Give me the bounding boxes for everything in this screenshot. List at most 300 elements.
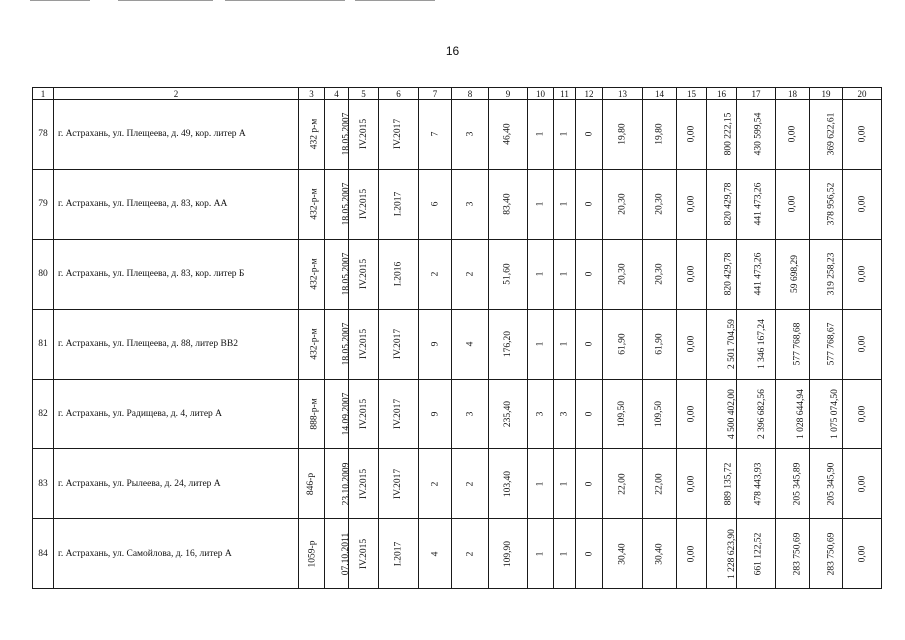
cell-col-19 [810, 239, 843, 309]
cell-text: 0,00 [686, 335, 697, 353]
cell-text: 1 228 623,90 [726, 528, 737, 579]
cell-col-4 [325, 309, 352, 379]
cell-col-14 [643, 100, 677, 170]
cell-col-20 [843, 309, 882, 379]
cell-col-18 [776, 379, 810, 449]
cell-col-2: г. Астрахань, ул. Радищева, д. 4, литер А [54, 379, 299, 449]
cell-text: 9 [430, 341, 440, 347]
cell-text: 0 [584, 341, 594, 347]
cell-col-7 [419, 100, 452, 170]
cell-col-5 [349, 100, 379, 170]
cell-col-16 [707, 449, 737, 519]
column-header-10: 10 [528, 88, 554, 100]
cell-text: 0,00 [857, 126, 867, 143]
cell-text: 6 [430, 201, 440, 207]
cell-text: IV.2015 [359, 468, 370, 499]
cell-text: 1 [559, 132, 570, 137]
cell-col-6 [379, 239, 419, 309]
cell-col-3 [299, 100, 325, 170]
cell-text: 1 075 074,50 [829, 389, 840, 439]
cell-text: IV.2017 [393, 468, 404, 499]
cell-col-3 [299, 519, 325, 589]
cell-col-16 [707, 379, 737, 449]
cell-text: 1 [559, 341, 570, 347]
cell-col-18 [776, 100, 810, 170]
cell-text: 430 599,54 [753, 113, 764, 156]
cell-text: 0,00 [686, 196, 697, 213]
column-header-8: 8 [452, 88, 489, 100]
cell-col-16 [707, 169, 737, 239]
cell-col-10 [528, 379, 554, 449]
cell-col-14 [643, 519, 677, 589]
cell-col-17 [737, 100, 776, 170]
cell-col-10 [528, 519, 554, 589]
cell-text: 1059-р [307, 540, 318, 568]
cell-col-19 [810, 100, 843, 170]
cell-text: 1 [559, 201, 570, 207]
cell-col-17 [737, 449, 776, 519]
cell-col-5 [349, 449, 379, 519]
column-header-14: 14 [643, 88, 677, 100]
cell-col-10 [528, 239, 554, 309]
cell-col-19 [810, 379, 843, 449]
cell-text: 20,30 [654, 193, 665, 216]
cell-col-19 [810, 309, 843, 379]
cell-text: 14.09.2007 [341, 392, 352, 436]
cell-col-14 [643, 449, 677, 519]
cell-text: 432 р-м [309, 119, 320, 150]
cell-col-5 [349, 169, 379, 239]
column-header-2: 2 [54, 88, 299, 100]
cell-text: 59 698,29 [790, 255, 800, 294]
register-table [32, 87, 882, 589]
cell-col-7 [419, 309, 452, 379]
cell-text: 4 [465, 341, 475, 347]
cell-col-1: 81 [33, 309, 54, 379]
cell-text: 478 443,93 [753, 462, 764, 506]
cell-text: 30,40 [617, 543, 628, 565]
cell-text: 46,40 [503, 123, 513, 146]
cell-col-20 [843, 519, 882, 589]
cell-text: 2 396 682,56 [756, 389, 767, 439]
cell-text: IV.2015 [359, 189, 370, 220]
cell-col-5 [349, 239, 379, 309]
cell-col-17 [737, 309, 776, 379]
cell-text: I.2017 [393, 192, 404, 217]
cell-col-1: 83 [33, 449, 54, 519]
cell-text: I.2017 [393, 541, 404, 567]
cell-text: 0,00 [686, 265, 697, 283]
scan-artifact-line [355, 0, 435, 1]
cell-text: 22,00 [617, 473, 628, 495]
cell-col-6 [379, 169, 419, 239]
cell-col-3 [299, 379, 325, 449]
cell-text: 2 501 704,59 [726, 319, 737, 370]
cell-col-6 [379, 379, 419, 449]
cell-text: 0,00 [857, 475, 867, 493]
cell-col-3 [299, 309, 325, 379]
cell-col-15 [677, 239, 707, 309]
cell-text: 2 [430, 481, 440, 487]
cell-col-11 [554, 100, 576, 170]
cell-col-15 [677, 100, 707, 170]
cell-text: 19,80 [654, 123, 665, 146]
cell-text: 109,50 [617, 400, 628, 428]
cell-col-1: 78 [33, 100, 54, 170]
cell-text: 3 [465, 201, 475, 207]
cell-col-17 [737, 169, 776, 239]
cell-col-19 [810, 449, 843, 519]
cell-col-5 [349, 519, 379, 589]
cell-col-7 [419, 169, 452, 239]
cell-text: 1 [535, 551, 546, 557]
cell-col-14 [643, 309, 677, 379]
column-header-3: 3 [299, 88, 325, 100]
cell-text: 0 [584, 551, 594, 557]
cell-text: IV.2017 [393, 329, 404, 360]
cell-text: 661 122,52 [753, 532, 764, 576]
cell-col-10 [528, 309, 554, 379]
cell-text: 1 [559, 271, 570, 277]
cell-text: 432-р-м [309, 188, 320, 220]
cell-text: 378 956,52 [826, 182, 837, 226]
cell-text: 432-р-м [309, 328, 320, 360]
cell-col-13 [603, 519, 643, 589]
cell-col-8 [452, 100, 489, 170]
cell-text: 1 [559, 551, 570, 557]
cell-text: 441 473,26 [753, 252, 764, 296]
cell-text: 2 [430, 271, 440, 277]
column-number-row [33, 88, 882, 100]
cell-text: 0,00 [857, 265, 867, 283]
column-header-6: 6 [379, 88, 419, 100]
cell-text: 0,00 [686, 405, 697, 423]
cell-col-5 [349, 379, 379, 449]
cell-text: 22,00 [654, 473, 665, 495]
cell-text: 820 429,78 [723, 252, 734, 296]
cell-text: IV.2017 [393, 398, 404, 430]
cell-text: 1 346 167,24 [756, 319, 767, 370]
cell-text: 20,30 [617, 193, 628, 216]
cell-col-16 [707, 309, 737, 379]
cell-col-4 [325, 519, 352, 589]
cell-text: 1 [535, 201, 546, 207]
column-header-4: 4 [325, 88, 349, 100]
cell-col-12 [576, 519, 603, 589]
cell-text: 1 [535, 341, 546, 347]
cell-col-7 [419, 379, 452, 449]
cell-col-8 [452, 309, 489, 379]
cell-text: 83,40 [503, 193, 513, 216]
cell-text: 0,00 [787, 196, 798, 213]
cell-col-3 [299, 449, 325, 519]
cell-col-12 [576, 169, 603, 239]
cell-col-8 [452, 519, 489, 589]
cell-text: 4 [430, 551, 440, 557]
cell-col-8 [452, 379, 489, 449]
cell-text: 2 [465, 551, 475, 557]
cell-text: 3 [559, 411, 570, 417]
cell-col-19 [810, 169, 843, 239]
cell-col-9 [489, 169, 528, 239]
cell-text: I.2016 [393, 261, 404, 287]
cell-col-20 [843, 239, 882, 309]
cell-col-14 [643, 169, 677, 239]
cell-col-13 [603, 309, 643, 379]
cell-text: 61,90 [654, 333, 665, 355]
cell-text: IV.2015 [359, 538, 370, 569]
cell-col-9 [489, 519, 528, 589]
cell-col-5 [349, 309, 379, 379]
cell-col-7 [419, 239, 452, 309]
cell-text: 0 [584, 481, 594, 487]
cell-col-10 [528, 100, 554, 170]
cell-col-7 [419, 519, 452, 589]
cell-text: 1 [535, 132, 546, 137]
cell-text: IV.2015 [359, 259, 370, 290]
cell-col-10 [528, 169, 554, 239]
cell-col-13 [603, 100, 643, 170]
cell-text: 18.05.2007 [341, 252, 352, 296]
cell-col-6 [379, 100, 419, 170]
cell-text: 319 258,23 [826, 252, 837, 296]
column-header-19: 19 [810, 88, 843, 100]
cell-col-17 [737, 519, 776, 589]
cell-text: 18.05.2007 [341, 322, 352, 366]
cell-col-12 [576, 100, 603, 170]
cell-col-9 [489, 449, 528, 519]
cell-text: IV.2017 [393, 119, 404, 150]
column-header-16: 16 [707, 88, 737, 100]
cell-col-2: г. Астрахань, ул. Плещеева, д. 49, кор. литер А [54, 100, 299, 170]
cell-text: 0,00 [686, 126, 697, 143]
cell-col-1: 84 [33, 519, 54, 589]
cell-text: 61,90 [617, 333, 628, 355]
cell-text: 20,30 [654, 263, 665, 285]
cell-col-10 [528, 449, 554, 519]
cell-col-4 [325, 239, 352, 309]
cell-col-15 [677, 379, 707, 449]
cell-text: 20,30 [617, 263, 628, 285]
cell-col-4 [325, 449, 352, 519]
cell-text: 0,00 [857, 196, 867, 213]
cell-col-16 [707, 519, 737, 589]
table-row [33, 379, 882, 449]
cell-col-18 [776, 309, 810, 379]
cell-col-4 [325, 169, 352, 239]
cell-text: 51,60 [503, 263, 513, 285]
cell-col-11 [554, 519, 576, 589]
cell-col-20 [843, 379, 882, 449]
cell-text: 1 [535, 481, 546, 487]
column-header-9: 9 [489, 88, 528, 100]
cell-text: 846-р [306, 472, 317, 495]
column-header-1: 1 [33, 88, 54, 100]
cell-col-2: г. Астрахань, ул. Рылеева, д. 24, литер А [54, 449, 299, 519]
cell-col-15 [677, 519, 707, 589]
cell-col-8 [452, 449, 489, 519]
cell-col-7 [419, 449, 452, 519]
scan-artifact-line [118, 0, 213, 1]
cell-text: 369 622,61 [826, 113, 837, 156]
cell-col-3 [299, 239, 325, 309]
cell-text: IV.2015 [359, 329, 370, 360]
cell-text: 9 [430, 411, 440, 417]
cell-col-8 [452, 169, 489, 239]
cell-text: IV.2015 [359, 119, 370, 150]
cell-col-18 [776, 519, 810, 589]
cell-col-6 [379, 309, 419, 379]
cell-col-18 [776, 449, 810, 519]
cell-col-2: г. Астрахань, ул. Плещеева, д. 83, кор. АА [54, 169, 299, 239]
cell-col-12 [576, 379, 603, 449]
cell-col-17 [737, 239, 776, 309]
cell-text: 205 345,90 [826, 462, 837, 506]
cell-text: 0 [584, 201, 594, 207]
cell-col-8 [452, 239, 489, 309]
cell-text: 889 135,72 [723, 462, 734, 506]
column-header-20: 20 [843, 88, 882, 100]
cell-text: 1 028 644,94 [795, 389, 806, 439]
cell-text: 3 [465, 132, 475, 137]
cell-col-6 [379, 449, 419, 519]
cell-col-2: г. Астрахань, ул. Самойлова, д. 16, литер А [54, 519, 299, 589]
cell-col-15 [677, 449, 707, 519]
cell-text: 888-р-м [309, 398, 320, 430]
cell-col-13 [603, 169, 643, 239]
cell-col-15 [677, 169, 707, 239]
cell-col-4 [325, 379, 352, 449]
cell-text: 820 429,78 [723, 182, 734, 226]
cell-col-16 [707, 239, 737, 309]
cell-col-13 [603, 449, 643, 519]
cell-col-2: г. Астрахань, ул. Плещеева, д. 88, литер ВВ2 [54, 309, 299, 379]
cell-text: IV.2015 [359, 398, 370, 430]
cell-col-6 [379, 519, 419, 589]
cell-col-20 [843, 100, 882, 170]
cell-text: 0 [584, 132, 594, 137]
column-header-11: 11 [554, 88, 576, 100]
cell-text: 1 [535, 271, 546, 277]
page-number: 16 [445, 44, 460, 58]
cell-text: 0,00 [686, 545, 697, 563]
cell-col-3 [299, 169, 325, 239]
cell-col-11 [554, 379, 576, 449]
cell-col-14 [643, 379, 677, 449]
cell-col-20 [843, 169, 882, 239]
cell-text: 07.10.2011 [341, 532, 352, 575]
cell-text: 800 222,15 [723, 113, 734, 156]
cell-col-1: 79 [33, 169, 54, 239]
cell-text: 0,00 [857, 545, 867, 563]
cell-text: 19,80 [617, 123, 628, 146]
cell-text: 18.05.2007 [341, 182, 352, 226]
table-row [33, 239, 882, 309]
cell-text: 577 768,67 [826, 322, 837, 366]
cell-text: 577 768,68 [792, 322, 803, 366]
cell-col-2: г. Астрахань, ул. Плещеева, д. 83, кор. литер Б [54, 239, 299, 309]
cell-col-14 [643, 239, 677, 309]
cell-col-12 [576, 309, 603, 379]
column-header-18: 18 [776, 88, 810, 100]
cell-col-17 [737, 379, 776, 449]
cell-col-18 [776, 169, 810, 239]
cell-col-16 [707, 100, 737, 170]
cell-col-11 [554, 239, 576, 309]
cell-text: 235,40 [503, 400, 513, 428]
column-header-13: 13 [603, 88, 643, 100]
table-row [33, 169, 882, 239]
cell-text: 0,00 [857, 335, 867, 353]
column-header-17: 17 [737, 88, 776, 100]
cell-col-12 [576, 239, 603, 309]
cell-text: 1 [559, 481, 570, 487]
column-header-7: 7 [419, 88, 452, 100]
cell-text: 7 [430, 132, 440, 137]
cell-col-11 [554, 449, 576, 519]
table-row [33, 100, 882, 170]
cell-col-11 [554, 309, 576, 379]
column-header-15: 15 [677, 88, 707, 100]
cell-col-15 [677, 309, 707, 379]
cell-col-11 [554, 169, 576, 239]
table-row [33, 449, 882, 519]
table-row [33, 519, 882, 589]
column-header-12: 12 [576, 88, 603, 100]
cell-col-9 [489, 100, 528, 170]
cell-text: 4 500 402,00 [726, 389, 737, 439]
cell-text: 30,40 [654, 543, 665, 565]
cell-col-4 [325, 100, 352, 170]
table-row [33, 309, 882, 379]
cell-text: 0 [584, 271, 594, 277]
cell-text: 0,00 [686, 475, 697, 493]
cell-text: 3 [535, 411, 546, 417]
cell-text: 2 [465, 271, 475, 277]
cell-col-18 [776, 239, 810, 309]
cell-col-13 [603, 379, 643, 449]
scan-artifact-line [30, 0, 90, 1]
cell-text: 205 345,89 [792, 462, 803, 506]
cell-text: 176,20 [503, 331, 513, 358]
cell-text: 103,40 [503, 470, 513, 497]
cell-col-19 [810, 519, 843, 589]
cell-text: 0,00 [857, 405, 867, 423]
scan-artifact-line [225, 0, 345, 1]
cell-text: 432-р-м [309, 258, 320, 290]
cell-col-9 [489, 309, 528, 379]
cell-col-12 [576, 449, 603, 519]
cell-col-13 [603, 239, 643, 309]
cell-text: 109,90 [503, 540, 513, 567]
cell-col-9 [489, 239, 528, 309]
cell-text: 109,50 [654, 400, 665, 428]
cell-text: 18.05.2007 [341, 113, 352, 156]
cell-text: 2 [465, 481, 475, 487]
cell-col-1: 82 [33, 379, 54, 449]
cell-text: 3 [465, 411, 475, 417]
cell-text: 0,00 [787, 126, 798, 143]
cell-col-1: 80 [33, 239, 54, 309]
cell-col-9 [489, 379, 528, 449]
cell-text: 23.10.2009 [341, 462, 352, 506]
cell-text: 283 750,69 [792, 532, 803, 576]
column-header-5: 5 [349, 88, 379, 100]
cell-text: 0 [584, 411, 594, 417]
cell-text: 441 473,26 [753, 182, 764, 226]
cell-col-20 [843, 449, 882, 519]
cell-text: 283 750,69 [826, 532, 837, 576]
